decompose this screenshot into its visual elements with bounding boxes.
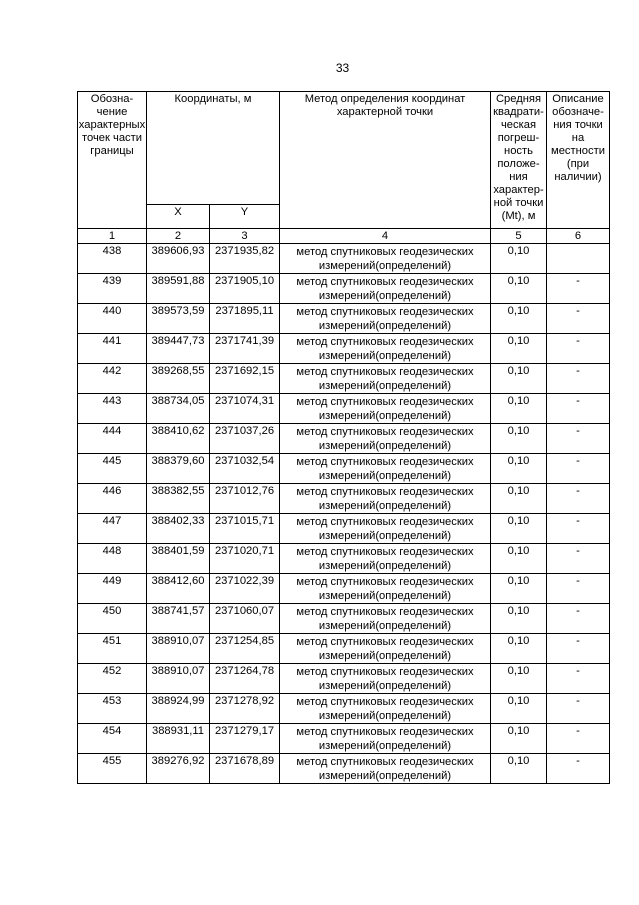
cell-description: -: [547, 754, 610, 784]
cell-error: 0,10: [491, 364, 547, 394]
header-x: X: [147, 205, 210, 229]
header-error: Средняя квадратическая погрешность положения характерной точки (Mt), м: [491, 92, 547, 229]
cell-error: 0,10: [491, 514, 547, 544]
cell-x: 388410,62: [147, 424, 210, 454]
cell-method: метод спутниковых геодезических измерений(определений): [280, 754, 491, 784]
column-number: 2: [147, 229, 210, 244]
cell-error: 0,10: [491, 664, 547, 694]
cell-x: 388382,55: [147, 484, 210, 514]
cell-y: 2371015,71: [210, 514, 280, 544]
column-number: 5: [491, 229, 547, 244]
cell-x: 389276,92: [147, 754, 210, 784]
cell-y: 2371022,39: [210, 574, 280, 604]
cell-error: 0,10: [491, 454, 547, 484]
cell-description: -: [547, 544, 610, 574]
cell-x: 389606,93: [147, 244, 210, 274]
cell-method: метод спутниковых геодезических измерений(определений): [280, 484, 491, 514]
cell-method: метод спутниковых геодезических измерений(определений): [280, 304, 491, 334]
cell-point: 440: [78, 304, 147, 334]
cell-point: 439: [78, 274, 147, 304]
cell-error: 0,10: [491, 634, 547, 664]
cell-method: метод спутниковых геодезических измерений(определений): [280, 694, 491, 724]
cell-error: 0,10: [491, 604, 547, 634]
table-row: [78, 484, 610, 514]
cell-description: -: [547, 724, 610, 754]
cell-x: 388741,57: [147, 604, 210, 634]
table-row: [78, 454, 610, 484]
cell-x: 388734,05: [147, 394, 210, 424]
cell-method: метод спутниковых геодезических измерений(определений): [280, 634, 491, 664]
cell-method: метод спутниковых геодезических измерений(определений): [280, 394, 491, 424]
cell-error: 0,10: [491, 394, 547, 424]
cell-y: 2371935,82: [210, 244, 280, 274]
cell-y: 2371895,11: [210, 304, 280, 334]
cell-method: метод спутниковых геодезических измерений(определений): [280, 514, 491, 544]
cell-y: 2371279,17: [210, 724, 280, 754]
cell-method: метод спутниковых геодезических измерений(определений): [280, 724, 491, 754]
cell-point: 441: [78, 334, 147, 364]
cell-point: 442: [78, 364, 147, 394]
cell-method: метод спутниковых геодезических измерений(определений): [280, 334, 491, 364]
cell-method: метод спутниковых геодезических измерений(определений): [280, 364, 491, 394]
cell-error: 0,10: [491, 544, 547, 574]
cell-x: 389447,73: [147, 334, 210, 364]
cell-x: 388401,59: [147, 544, 210, 574]
table-row: [78, 724, 610, 754]
cell-description: -: [547, 604, 610, 634]
cell-y: 2371678,89: [210, 754, 280, 784]
cell-point: 446: [78, 484, 147, 514]
column-numbers-row: [78, 229, 610, 244]
cell-y: 2371692,15: [210, 364, 280, 394]
cell-method: метод спутниковых геодезических измерений(определений): [280, 454, 491, 484]
cell-x: 389268,55: [147, 364, 210, 394]
cell-description: [547, 244, 610, 274]
cell-error: 0,10: [491, 424, 547, 454]
cell-point: 448: [78, 544, 147, 574]
cell-method: метод спутниковых геодезических измерений(определений): [280, 544, 491, 574]
cell-y: 2371254,85: [210, 634, 280, 664]
table-row: [78, 244, 610, 274]
cell-description: -: [547, 454, 610, 484]
cell-description: -: [547, 424, 610, 454]
cell-point: 453: [78, 694, 147, 724]
header-row: [78, 92, 610, 205]
cell-error: 0,10: [491, 574, 547, 604]
table-row: [78, 754, 610, 784]
cell-point: 444: [78, 424, 147, 454]
table-row: [78, 574, 610, 604]
cell-error: 0,10: [491, 334, 547, 364]
cell-error: 0,10: [491, 274, 547, 304]
cell-x: 388910,07: [147, 634, 210, 664]
cell-y: 2371020,71: [210, 544, 280, 574]
table-row: [78, 424, 610, 454]
cell-y: 2371060,07: [210, 604, 280, 634]
cell-point: 438: [78, 244, 147, 274]
cell-error: 0,10: [491, 484, 547, 514]
table-row: [78, 544, 610, 574]
table-row: [78, 274, 610, 304]
cell-description: -: [547, 484, 610, 514]
column-number: 3: [210, 229, 280, 244]
cell-error: 0,10: [491, 244, 547, 274]
header-point: Обозначение характерных точек части границы: [78, 92, 147, 229]
cell-method: метод спутниковых геодезических измерений(определений): [280, 664, 491, 694]
cell-point: 455: [78, 754, 147, 784]
cell-point: 445: [78, 454, 147, 484]
cell-x: 388379,60: [147, 454, 210, 484]
cell-method: метод спутниковых геодезических измерений(определений): [280, 604, 491, 634]
cell-description: -: [547, 664, 610, 694]
column-number: 6: [547, 229, 610, 244]
cell-error: 0,10: [491, 694, 547, 724]
cell-y: 2371032,54: [210, 454, 280, 484]
cell-point: 449: [78, 574, 147, 604]
cell-method: метод спутниковых геодезических измерений(определений): [280, 274, 491, 304]
table-row: [78, 664, 610, 694]
cell-y: 2371264,78: [210, 664, 280, 694]
cell-x: 388910,07: [147, 664, 210, 694]
cell-x: 389591,88: [147, 274, 210, 304]
header-coordinates: Координаты, м: [147, 92, 280, 205]
cell-point: 451: [78, 634, 147, 664]
cell-error: 0,10: [491, 304, 547, 334]
header-description: Описание обозначения точки на местности (при наличии): [547, 92, 610, 229]
table-row: [78, 694, 610, 724]
cell-point: 454: [78, 724, 147, 754]
header-y: Y: [210, 205, 280, 229]
table-row: [78, 334, 610, 364]
cell-description: -: [547, 514, 610, 544]
cell-description: -: [547, 694, 610, 724]
cell-x: 388412,60: [147, 574, 210, 604]
table-row: [78, 304, 610, 334]
table-row: [78, 514, 610, 544]
table-row: [78, 394, 610, 424]
cell-method: метод спутниковых геодезических измерений(определений): [280, 244, 491, 274]
coordinates-table: [77, 91, 610, 784]
cell-point: 443: [78, 394, 147, 424]
cell-description: -: [547, 634, 610, 664]
cell-description: -: [547, 394, 610, 424]
cell-y: 2371278,92: [210, 694, 280, 724]
cell-description: -: [547, 574, 610, 604]
cell-error: 0,10: [491, 754, 547, 784]
cell-point: 447: [78, 514, 147, 544]
cell-y: 2371741,39: [210, 334, 280, 364]
cell-description: -: [547, 304, 610, 334]
cell-description: -: [547, 274, 610, 304]
column-number: 1: [78, 229, 147, 244]
cell-point: 452: [78, 664, 147, 694]
cell-x: 389573,59: [147, 304, 210, 334]
cell-x: 388402,33: [147, 514, 210, 544]
cell-y: 2371012,76: [210, 484, 280, 514]
column-number: 4: [280, 229, 491, 244]
table-row: [78, 634, 610, 664]
cell-description: -: [547, 334, 610, 364]
cell-y: 2371037,26: [210, 424, 280, 454]
cell-y: 2371905,10: [210, 274, 280, 304]
table-row: [78, 364, 610, 394]
cell-x: 388931,11: [147, 724, 210, 754]
cell-description: -: [547, 364, 610, 394]
page-number: 33: [335, 61, 350, 75]
cell-error: 0,10: [491, 724, 547, 754]
cell-point: 450: [78, 604, 147, 634]
table-row: [78, 604, 610, 634]
cell-method: метод спутниковых геодезических измерений(определений): [280, 424, 491, 454]
header-method: Метод определения координат характерной точки: [280, 92, 491, 229]
cell-x: 388924,99: [147, 694, 210, 724]
cell-method: метод спутниковых геодезических измерений(определений): [280, 574, 491, 604]
cell-y: 2371074,31: [210, 394, 280, 424]
